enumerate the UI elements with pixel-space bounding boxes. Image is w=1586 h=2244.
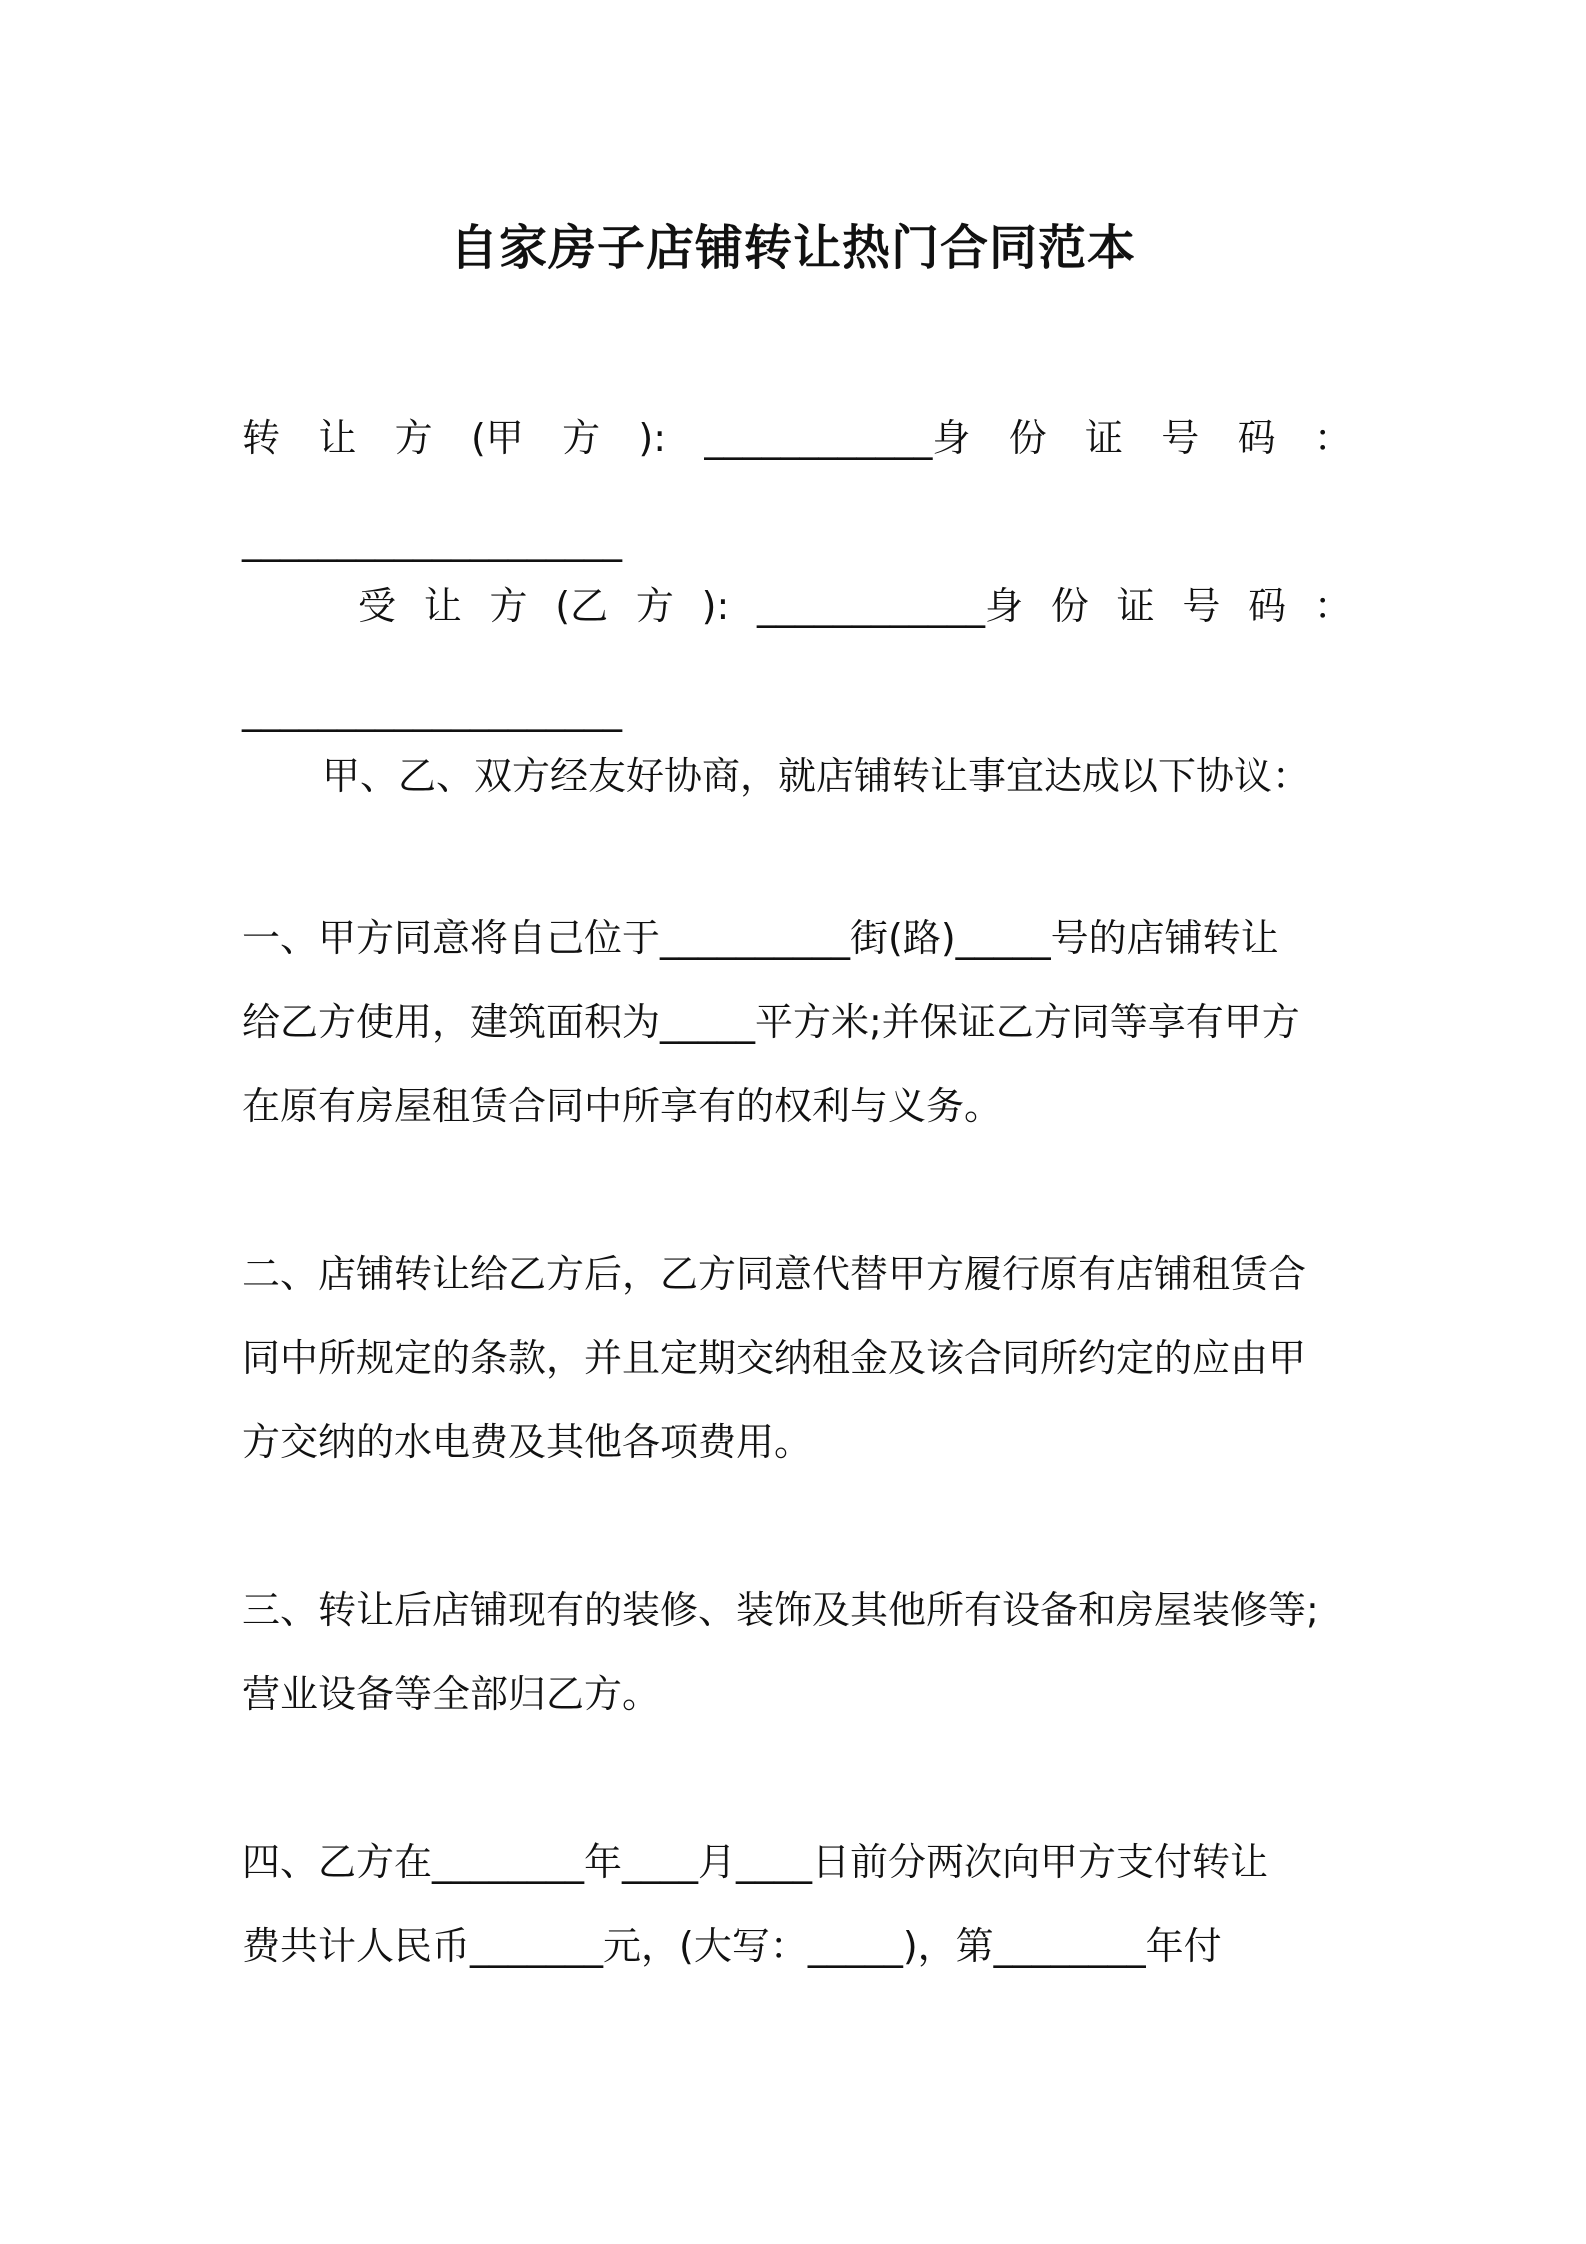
clause-3-line: 三、转让后店铺现有的装修、装饰及其他所有设备和房屋装修等; bbox=[242, 1588, 1319, 1632]
clause-2-line: 方交纳的水电费及其他各项费用。 bbox=[242, 1420, 813, 1464]
clause-3-line: 营业设备等全部归乙方。 bbox=[242, 1672, 661, 1716]
party-a-char: 证 bbox=[1084, 416, 1123, 460]
party-a-char: 方 bbox=[394, 416, 433, 460]
party-a-char: 转 bbox=[242, 416, 281, 460]
party-a-char: 份 bbox=[1008, 416, 1047, 460]
party-b-char: 码 bbox=[1248, 584, 1287, 628]
clause-2-line: 同中所规定的条款，并且定期交纳租金及该合同所约定的应由甲 bbox=[242, 1336, 1307, 1380]
party-a-line bbox=[242, 408, 1352, 468]
party-b-char: ： bbox=[1313, 584, 1352, 628]
party-b-char: ): bbox=[701, 584, 730, 628]
clause-1-line: 在原有房屋租赁合同中所享有的权利与义务。 bbox=[242, 1084, 1003, 1128]
party-a-char: 让 bbox=[318, 416, 357, 460]
party-b-line bbox=[358, 576, 1352, 636]
intro-paragraph: 甲、乙、双方经友好协商，就店铺转让事宜达成以下协议： bbox=[322, 754, 1311, 798]
party-a-char: 方 bbox=[562, 416, 601, 460]
party-b-char: 证 bbox=[1116, 584, 1155, 628]
clause-4-line: 四、乙方在________年____月____日前分两次向甲方支付转让 bbox=[242, 1840, 1269, 1884]
party-b-char: 方 bbox=[489, 584, 528, 628]
party-a-id-blank: ____________________ bbox=[242, 518, 622, 562]
clause-1-line: 给乙方使用，建筑面积为_____平方米;并保证乙方同等享有甲方 bbox=[242, 1000, 1300, 1044]
party-b-char: (乙 bbox=[555, 584, 609, 628]
party-a-char: 号 bbox=[1161, 416, 1200, 460]
party-b-char: 份 bbox=[1050, 584, 1089, 628]
party-a-char: (甲 bbox=[470, 416, 524, 460]
party-b-id-blank: ____________________ bbox=[242, 688, 622, 732]
party-b-char: 让 bbox=[423, 584, 462, 628]
party-a-char: 码 bbox=[1237, 416, 1276, 460]
party-b-char: 方 bbox=[635, 584, 674, 628]
party-a-char: ： bbox=[1313, 416, 1352, 460]
party-b-char: 号 bbox=[1182, 584, 1221, 628]
party-a-char: ): bbox=[638, 416, 667, 460]
clause-4-line: 费共计人民币_______元，(大写：_____)，第________年付 bbox=[242, 1924, 1222, 1968]
party-b-char: ____________身 bbox=[757, 584, 1024, 628]
document-title: 自家房子店铺转让热门合同范本 bbox=[449, 220, 1136, 276]
clause-2-line: 二、店铺转让给乙方后，乙方同意代替甲方履行原有店铺租赁合 bbox=[242, 1252, 1307, 1296]
party-a-char: ____________身 bbox=[704, 416, 971, 460]
party-b-char: 受 bbox=[358, 584, 397, 628]
clause-1-line: 一、甲方同意将自己位于__________街(路)_____号的店铺转让 bbox=[242, 916, 1279, 960]
